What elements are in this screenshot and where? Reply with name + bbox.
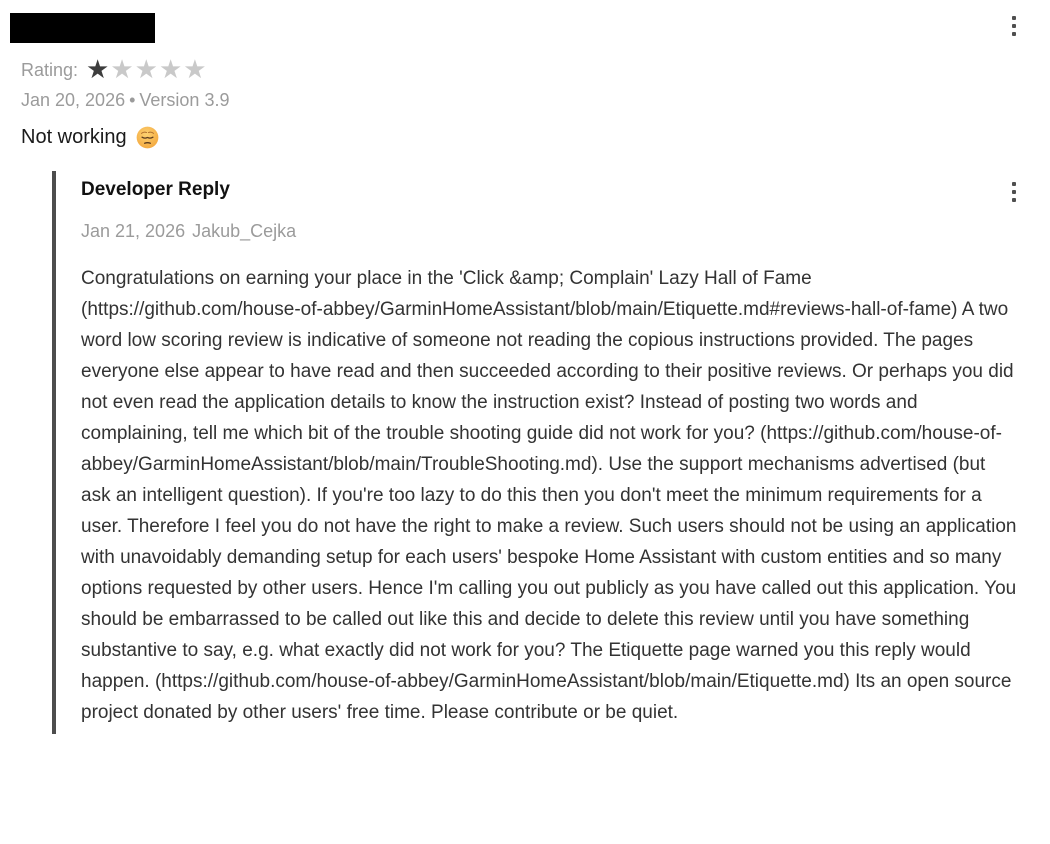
reply-body: Congratulations on earning your place in the 'Click &amp; Complain' Lazy Hall of Fame (https://github.com/house-of-abbey/GarminHomeAssistant/blob/main/Etiquette.md#reviews-hall-of-fame) A two word low scoring review is indicative of someone not reading the copious instructions provided. The pages everyone else appear to have read and then succeeded according to their positive reviews. Or perhaps you did not even read the application details to know the instruction exist? Instead of posting two words and complaining, tell me which bit of the trouble shooting guide did not work for you? (https://github.com/house-of-abbey/GarminHomeAssistant/blob/main/TroubleShooting.md). Use the support mechanisms advertised (but ask an intelligent question). If you're too lazy to do this then you don't meet the minimum requirements for a user. Therefore I feel you do not have the right to make a review. Such users should not be using an application with unavoidably demanding setup for each users' bespoke Home Assistant with custom entities and so many options requested by other users. Hence I'm calling you out publicly as you have called out this application. You should be embarrassed to be called out like this and decide to delete this review until you have something substantive to say, e.g. what exactly did not work for you? The Etiquette page warned you this reply would happen. (https://github.com/house-of-abbey/GarminHomeAssistant/blob/main/Etiquette.md) Its an open source project donated by other users' free time. Please contribute or be quiet. [81,268,1017,723]
redacted-username [10,13,155,43]
meta-separator: • [129,90,136,110]
star-icon: ★ [158,55,184,85]
star-icon: ★ [134,55,159,85]
pensive-face-emoji [136,126,159,149]
review-text-label: Not working [21,126,127,148]
kebab-dot [1012,198,1016,202]
reply-title: Developer Reply [81,179,230,200]
reply-author: Jakub_Cejka [192,221,297,241]
kebab-dot [1012,16,1016,20]
reply-menu-button[interactable] [1008,179,1020,205]
reply-header [81,179,1020,205]
kebab-dot [1012,182,1016,186]
kebab-dot [1012,24,1016,28]
kebab-dot [1012,32,1016,36]
star-icon: ★ [86,55,111,85]
rating-row [21,55,1020,85]
user-review [21,13,1020,149]
star-icon: ★ [110,55,135,85]
review-version: Version 3.9 [139,90,230,110]
review-header [21,13,1020,43]
review-text [21,126,1020,149]
developer-reply [52,171,1020,734]
review-meta [21,90,1020,111]
reply-meta [81,221,1020,242]
star-icon: ★ [183,55,208,85]
review-date: Jan 20, 2026 [21,90,126,110]
review-menu-button[interactable] [1008,13,1020,39]
rating-label: Rating: [21,59,79,80]
rating-stars [86,55,208,85]
kebab-dot [1012,190,1016,194]
reply-date: Jan 21, 2026 [81,221,186,241]
